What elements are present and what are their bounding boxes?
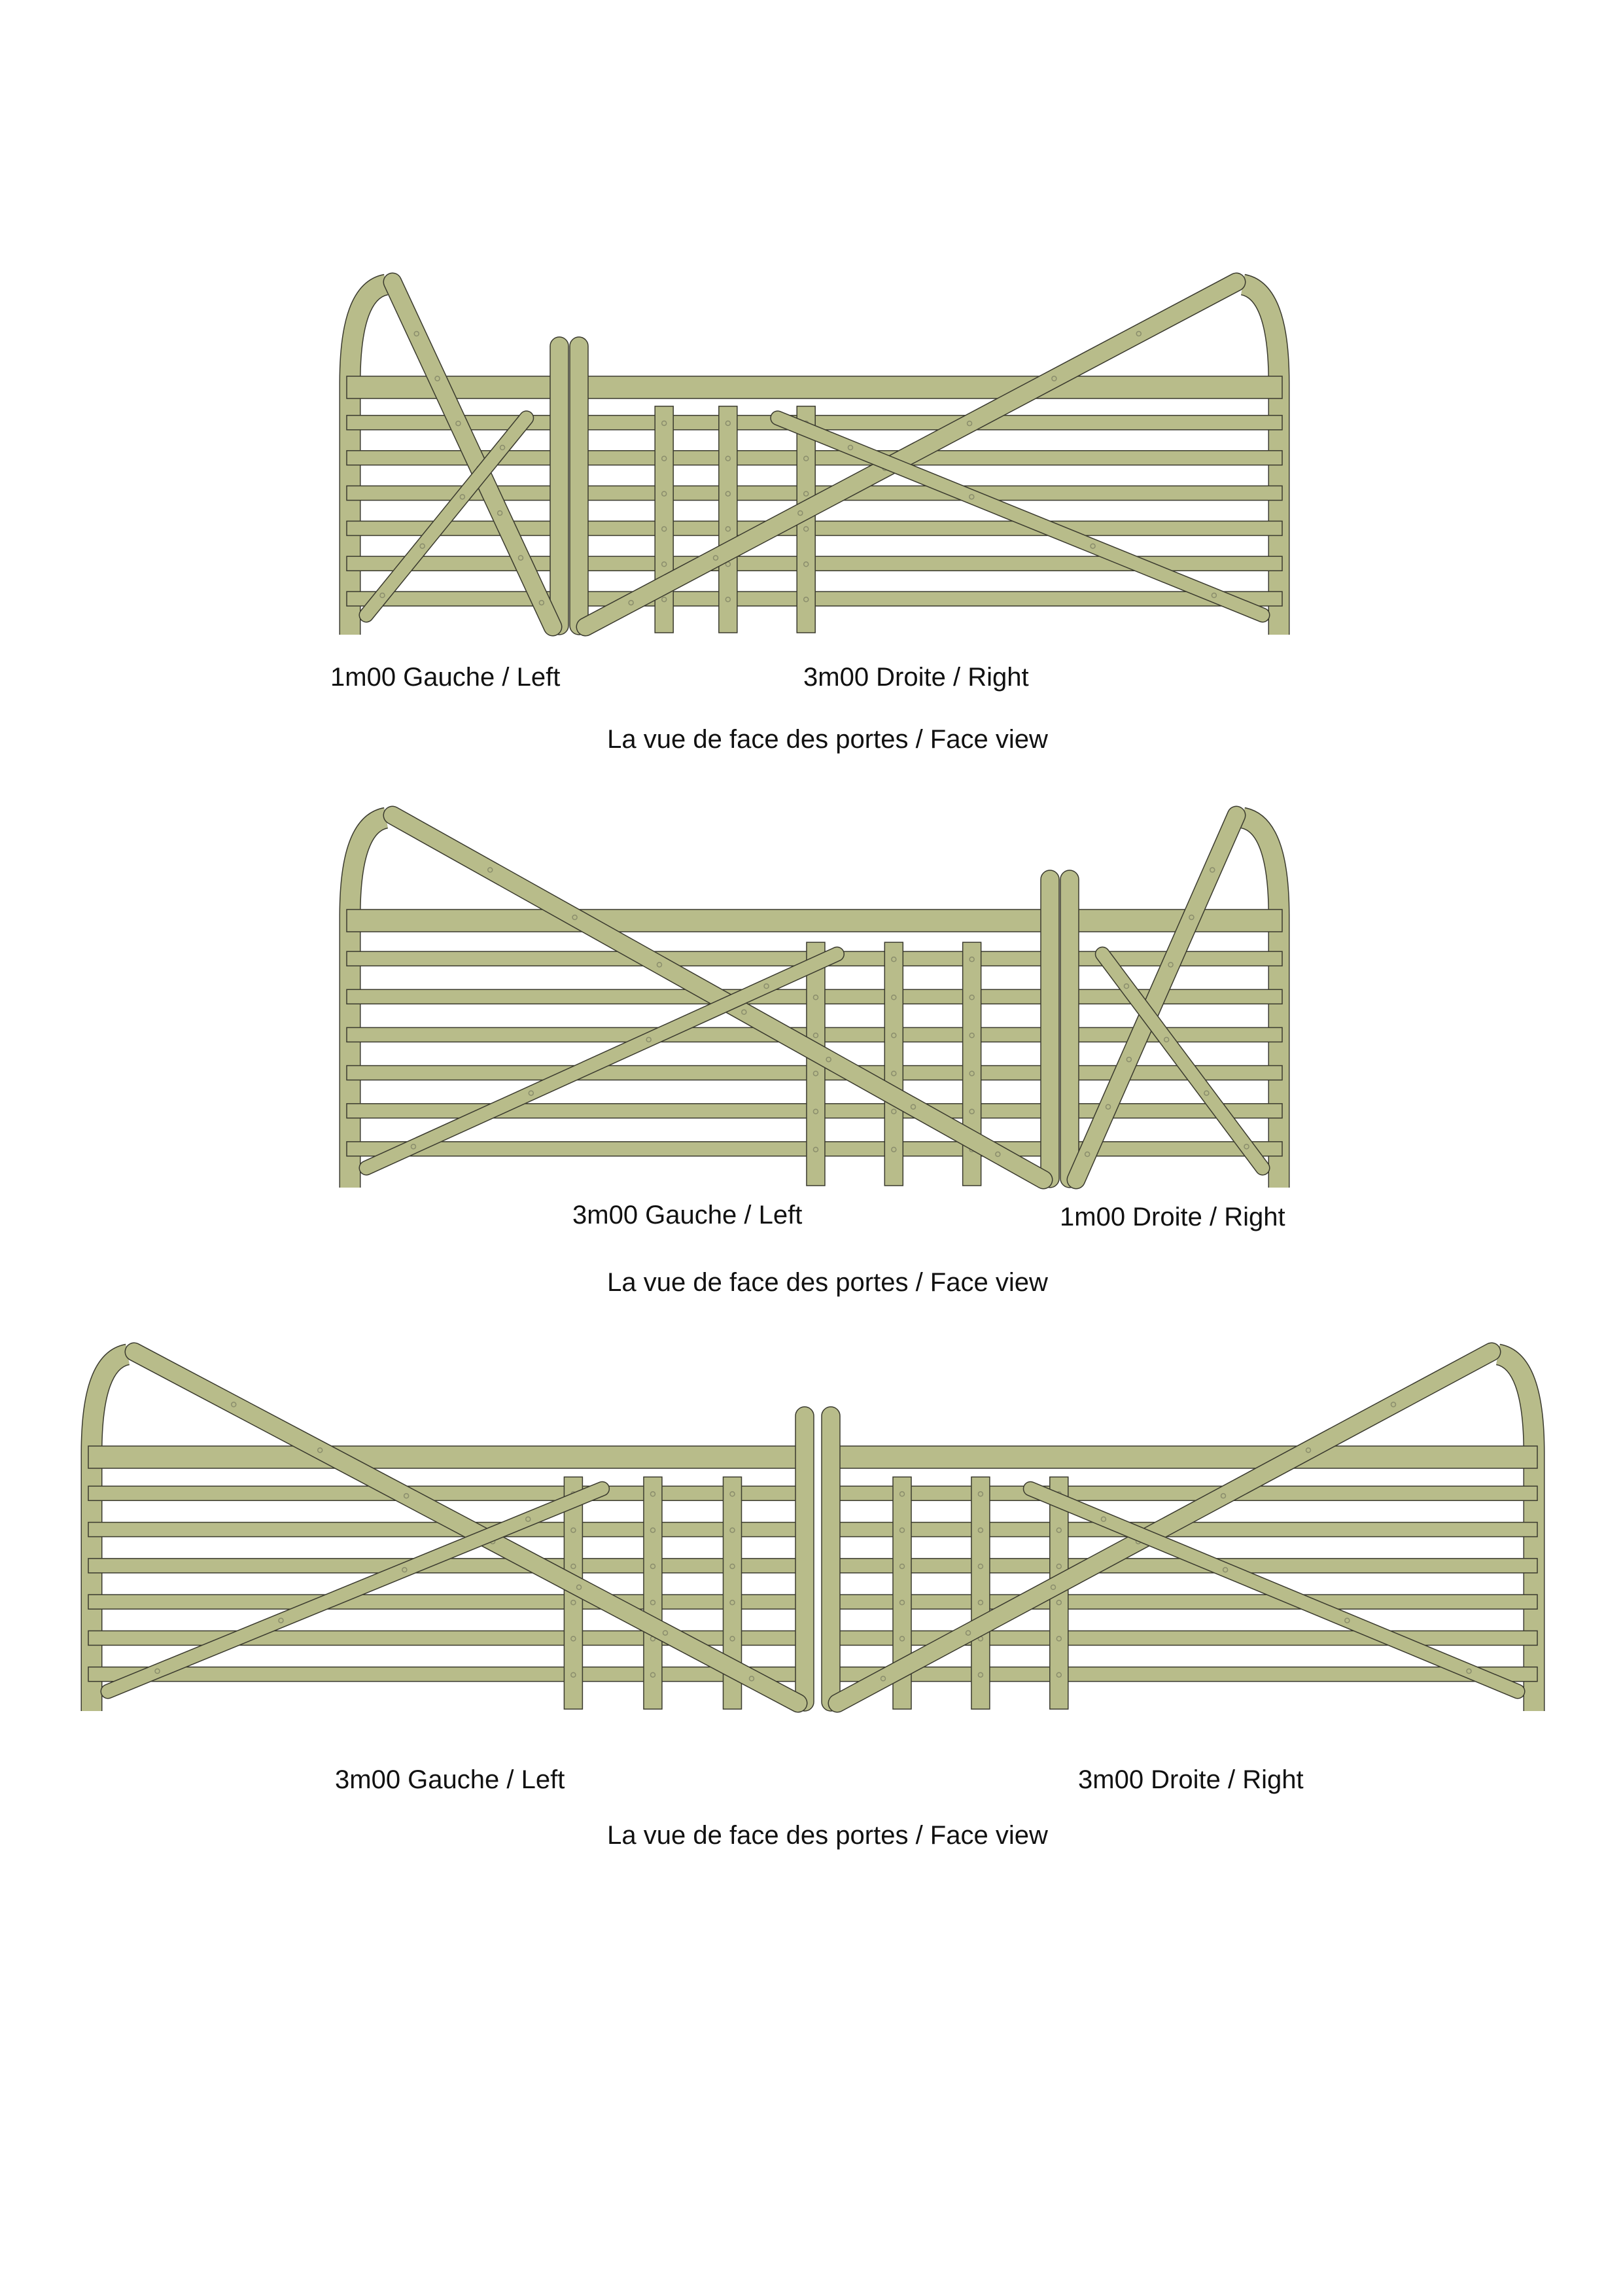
rail <box>585 415 1282 430</box>
rail <box>1076 989 1282 1004</box>
cross-brace <box>778 418 1263 615</box>
rail <box>88 1667 798 1682</box>
rail <box>837 1446 1537 1468</box>
head-stile <box>570 337 588 635</box>
caption-row1: La vue de face des portes / Face view <box>607 725 1048 754</box>
caption-row3: La vue de face des portes / Face view <box>607 1821 1048 1850</box>
rail <box>585 592 1282 606</box>
rail <box>347 910 1043 932</box>
vertical-brace <box>884 942 903 1186</box>
rail <box>1076 1027 1282 1042</box>
gate-row2-left <box>347 815 1059 1188</box>
rail <box>88 1446 798 1468</box>
vertical-brace <box>971 1477 990 1709</box>
rail <box>347 451 553 465</box>
cross-brace <box>108 1489 602 1691</box>
head-stile <box>822 1407 840 1711</box>
rail <box>347 1142 1043 1156</box>
rail <box>88 1486 798 1500</box>
gate-label-row3-left: 3m00 Gauche / Left <box>335 1765 565 1794</box>
gate-row3-left <box>88 1352 814 1711</box>
rail <box>347 486 553 501</box>
gate-row1-left <box>347 282 568 635</box>
gate-label-row1-left: 1m00 Gauche / Left <box>330 663 561 692</box>
vertical-brace <box>644 1477 662 1709</box>
rail <box>347 1066 1043 1080</box>
gate-label-row2-right: 1m00 Droite / Right <box>1060 1203 1285 1231</box>
gate-label-row2-left: 3m00 Gauche / Left <box>572 1201 803 1229</box>
gate-row3-right <box>822 1352 1537 1711</box>
cross-brace <box>1030 1489 1518 1691</box>
rail <box>585 521 1282 535</box>
gate-label-row3-right: 3m00 Droite / Right <box>1078 1765 1304 1794</box>
gate-row1-right <box>570 282 1282 635</box>
gate-row2-right <box>1060 815 1282 1188</box>
rail <box>585 376 1282 398</box>
rail <box>347 951 1043 966</box>
head-stile <box>1060 870 1079 1188</box>
vertical-brace <box>719 406 737 633</box>
rail <box>837 1667 1537 1682</box>
rail <box>837 1595 1537 1609</box>
caption-row2: La vue de face des portes / Face view <box>607 1268 1048 1297</box>
head-stile <box>795 1407 814 1711</box>
cross-brace <box>366 954 837 1168</box>
rail <box>347 1027 1043 1042</box>
rail <box>837 1486 1537 1500</box>
head-stile <box>1041 870 1059 1188</box>
head-stile <box>550 337 568 635</box>
gate-label-row1-right: 3m00 Droite / Right <box>803 663 1029 692</box>
rail <box>88 1595 798 1609</box>
